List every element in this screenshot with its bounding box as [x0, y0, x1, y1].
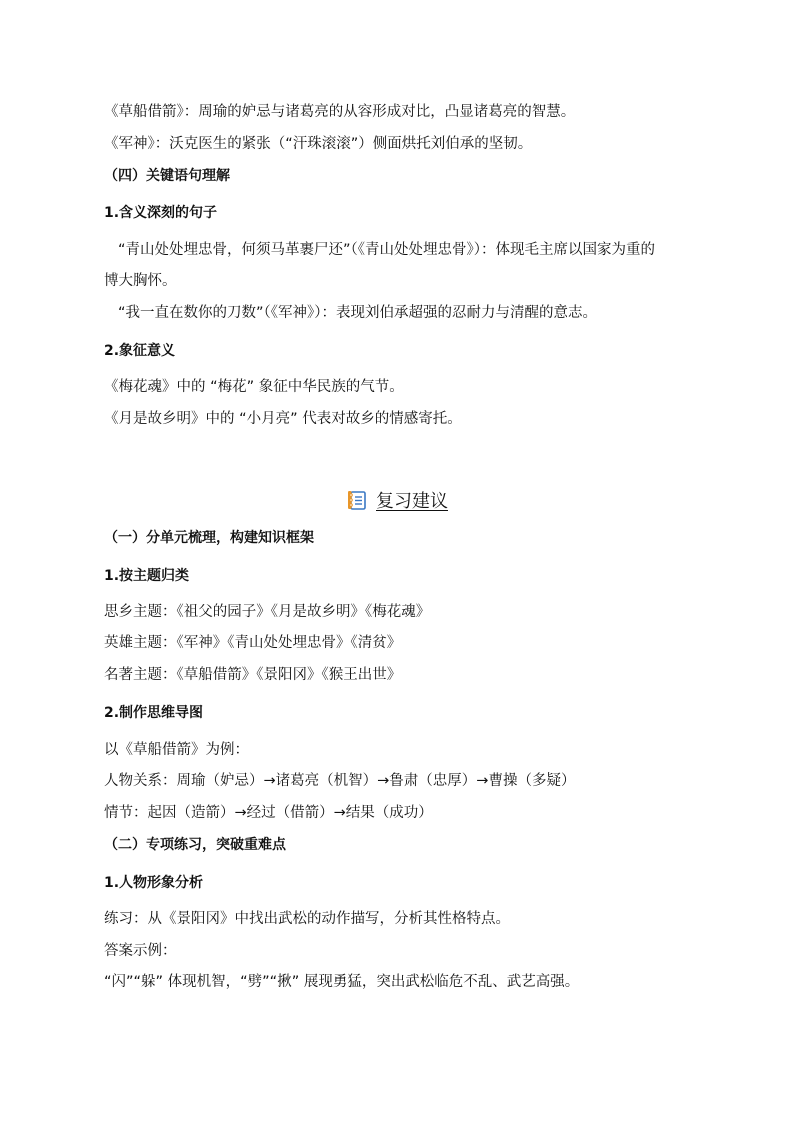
section-title-text: 复习建议	[376, 491, 448, 512]
heading-practice: （二）专项练习，突破重难点	[104, 837, 286, 853]
quote-qingshan-line2: 博大胸怀。	[104, 273, 177, 289]
subheading-mindmap: 2.制作思维导图	[104, 705, 204, 721]
quote-junshen: “我一直在数你的刀数”（《军神》）：表现刘伯承超强的忍耐力与清醒的意志。	[118, 305, 598, 321]
subheading-by-theme: 1.按主题归类	[104, 568, 190, 584]
practice-task: 练习：从《景阳冈》中找出武松的动作描写，分析其性格特点。	[104, 911, 510, 927]
subheading-symbolism: 2.象征意义	[104, 343, 176, 359]
mindmap-plot: 情节：起因（造箭）→经过（借箭）→结果（成功）	[104, 805, 433, 821]
subheading-character: 1.人物形象分析	[104, 875, 204, 891]
section-title-review	[0, 486, 794, 514]
paragraph-caochuan: 《草船借箭》：周瑜的妒忌与诸葛亮的从容形成对比，凸显诸葛亮的智慧。	[104, 104, 576, 120]
mindmap-intro: 以《草船借箭》为例：	[104, 742, 249, 758]
theme-classic: 名著主题：《草船借箭》《景阳冈》《猴王出世》	[104, 667, 402, 683]
mindmap-people: 人物关系：周瑜（妒忌）→诸葛亮（机智）→鲁肃（忠厚）→曹操（多疑）	[104, 773, 576, 789]
answer-text: “闪”“躲” 体现机智，“劈”“揪” 展现勇猛，突出武松临危不乱、武艺高强。	[104, 974, 580, 990]
theme-homesick: 思乡主题：《祖父的园子》《月是故乡明》《梅花魂》	[104, 604, 431, 620]
answer-label: 答案示例：	[104, 943, 177, 959]
symbol-moon: 《月是故乡明》中的 “小月亮” 代表对故乡的情感寄托。	[104, 411, 462, 427]
heading-unit-sort: （一）分单元梳理，构建知识框架	[104, 530, 314, 546]
theme-hero: 英雄主题：《军神》《青山处处埋忠骨》《清贫》	[104, 635, 402, 651]
quote-qingshan-line1: “青山处处埋忠骨，何须马革裹尸还”（《青山处处埋忠骨》）：体现毛主席以国家为重的	[118, 242, 656, 258]
subheading-deep-meaning: 1.含义深刻的句子	[104, 205, 218, 221]
heading-key-sentences: （四）关键语句理解	[104, 168, 230, 184]
notebook-icon	[346, 489, 368, 511]
symbol-meihua: 《梅花魂》中的 “梅花” 象征中华民族的气节。	[104, 379, 404, 395]
paragraph-junshen: 《军神》：沃克医生的紧张（“汗珠滚滚”）侧面烘托刘伯承的坚韧。	[104, 136, 533, 152]
